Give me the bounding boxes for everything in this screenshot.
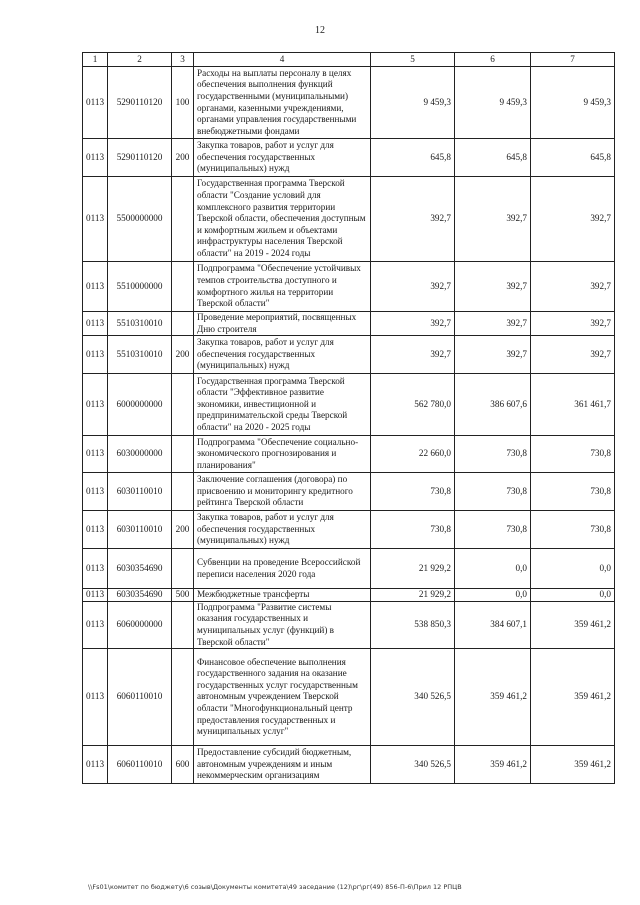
cell-expense-type <box>172 262 194 312</box>
cell-description: Подпрограмма "Обеспечение устойчивых темпов строительства доступного и комфортного жилья на территории Тверской области" <box>194 262 371 312</box>
table-row <box>83 589 615 602</box>
cell-description: Государственная программа Тверской области "Создание условий для комплексного развития территории Тверской области, обеспечения доступным и комфортным жильем и объектами инфраструктуры населения Тверской области" на 2019 - 2024 годы <box>194 177 371 262</box>
col-header-7: 7 <box>531 53 615 67</box>
table-row <box>83 436 615 473</box>
cell-expense-type: 200 <box>172 139 194 177</box>
cell-expense-type: 500 <box>172 589 194 602</box>
cell-amount-col7: 730,8 <box>531 511 615 549</box>
cell-amount-col5: 392,7 <box>371 312 455 336</box>
cell-section: 0113 <box>83 139 108 177</box>
cell-description: Подпрограмма "Обеспечение социально-экономического прогнозирования и планирования" <box>194 436 371 473</box>
cell-amount-col5: 392,7 <box>371 177 455 262</box>
cell-amount-col5: 22 660,0 <box>371 436 455 473</box>
cell-expense-type <box>172 312 194 336</box>
cell-expense-type: 200 <box>172 336 194 374</box>
cell-amount-col5: 21 929,2 <box>371 549 455 589</box>
cell-description: Закупка товаров, работ и услуг для обеспечения государственных (муниципальных) нужд <box>194 511 371 549</box>
col-header-1: 1 <box>83 53 108 67</box>
cell-expense-type: 600 <box>172 746 194 784</box>
cell-amount-col6: 730,8 <box>455 473 531 511</box>
cell-description: Предоставление субсидий бюджетным, автономным учреждениям и иным некоммерческим организациям <box>194 746 371 784</box>
cell-section: 0113 <box>83 336 108 374</box>
cell-description: Субвенции на проведение Всероссийской переписи населения 2020 года <box>194 549 371 589</box>
cell-target-code: 6060000000 <box>108 601 172 648</box>
cell-expense-type: 200 <box>172 511 194 549</box>
cell-amount-col5: 392,7 <box>371 336 455 374</box>
table-row <box>83 374 615 436</box>
table-row <box>83 336 615 374</box>
cell-amount-col6: 392,7 <box>455 312 531 336</box>
cell-section: 0113 <box>83 436 108 473</box>
cell-amount-col6: 9 459,3 <box>455 67 531 139</box>
cell-section: 0113 <box>83 312 108 336</box>
cell-description: Заключение соглашения (договора) по присвоению и мониторингу кредитного рейтинга Тверской области <box>194 473 371 511</box>
cell-target-code: 6030000000 <box>108 436 172 473</box>
cell-amount-col5: 21 929,2 <box>371 589 455 602</box>
table-row <box>83 139 615 177</box>
cell-amount-col7: 359 461,2 <box>531 746 615 784</box>
cell-target-code: 6000000000 <box>108 374 172 436</box>
cell-target-code: 5500000000 <box>108 177 172 262</box>
cell-amount-col7: 392,7 <box>531 177 615 262</box>
cell-target-code: 6030354690 <box>108 589 172 602</box>
cell-description: Проведение мероприятий, посвященных Дню строителя <box>194 312 371 336</box>
footer-file-path: \\Fs01\комитет по бюджету\6 созыв\Документы комитета\49 заседание (12)\рг\рг(49) 856-П-6\Прил 12 РПЦВ <box>88 883 462 891</box>
cell-description: Финансовое обеспечение выполнения государственного задания на оказание государственных услуг государственным автономным учреждением Тверской области "Многофункциональный центр предоставления государственных и муниципальных услуг" <box>194 649 371 746</box>
cell-section: 0113 <box>83 601 108 648</box>
cell-description: Закупка товаров, работ и услуг для обеспечения государственных (муниципальных) нужд <box>194 336 371 374</box>
col-header-6: 6 <box>455 53 531 67</box>
cell-description: Расходы на выплаты персоналу в целях обеспечения выполнения функций государственными (муниципальными) органами, казенными учреждениями, органами управления государственными внебюджетными фондами <box>194 67 371 139</box>
table-row <box>83 473 615 511</box>
cell-amount-col6: 359 461,2 <box>455 649 531 746</box>
cell-amount-col6: 730,8 <box>455 511 531 549</box>
cell-target-code: 6030354690 <box>108 549 172 589</box>
cell-amount-col5: 645,8 <box>371 139 455 177</box>
cell-amount-col7: 392,7 <box>531 312 615 336</box>
cell-amount-col5: 9 459,3 <box>371 67 455 139</box>
table-row <box>83 746 615 784</box>
cell-amount-col7: 9 459,3 <box>531 67 615 139</box>
cell-section: 0113 <box>83 67 108 139</box>
cell-amount-col5: 538 850,3 <box>371 601 455 648</box>
cell-amount-col5: 562 780,0 <box>371 374 455 436</box>
cell-target-code: 5510310010 <box>108 336 172 374</box>
table-row <box>83 312 615 336</box>
cell-expense-type <box>172 649 194 746</box>
cell-section: 0113 <box>83 262 108 312</box>
cell-expense-type <box>172 549 194 589</box>
table-row <box>83 511 615 549</box>
cell-expense-type <box>172 473 194 511</box>
cell-amount-col6: 386 607,6 <box>455 374 531 436</box>
cell-amount-col7: 359 461,2 <box>531 601 615 648</box>
cell-target-code: 5290110120 <box>108 67 172 139</box>
table-row <box>83 262 615 312</box>
cell-section: 0113 <box>83 374 108 436</box>
cell-target-code: 6030110010 <box>108 473 172 511</box>
cell-target-code: 6060110010 <box>108 746 172 784</box>
cell-description: Подпрограмма "Развитие системы оказания государственных и муниципальных услуг (функций) в Тверской области" <box>194 601 371 648</box>
table-row <box>83 649 615 746</box>
cell-amount-col6: 730,8 <box>455 436 531 473</box>
table-row <box>83 67 615 139</box>
budget-table <box>82 52 615 784</box>
cell-section: 0113 <box>83 746 108 784</box>
cell-expense-type <box>172 436 194 473</box>
cell-amount-col7: 0,0 <box>531 589 615 602</box>
table-row <box>83 601 615 648</box>
cell-section: 0113 <box>83 589 108 602</box>
cell-amount-col7: 0,0 <box>531 549 615 589</box>
cell-section: 0113 <box>83 649 108 746</box>
cell-target-code: 5510310010 <box>108 312 172 336</box>
cell-section: 0113 <box>83 177 108 262</box>
cell-amount-col6: 0,0 <box>455 589 531 602</box>
cell-amount-col7: 361 461,7 <box>531 374 615 436</box>
cell-description: Закупка товаров, работ и услуг для обеспечения государственных (муниципальных) нужд <box>194 139 371 177</box>
cell-section: 0113 <box>83 473 108 511</box>
col-header-3: 3 <box>172 53 194 67</box>
cell-section: 0113 <box>83 511 108 549</box>
cell-amount-col7: 392,7 <box>531 262 615 312</box>
cell-amount-col7: 392,7 <box>531 336 615 374</box>
cell-description: Государственная программа Тверской области "Эффективное развитие экономики, инвестиционной и предпринимательской среды Тверской области" на 2020 - 2025 годы <box>194 374 371 436</box>
cell-expense-type: 100 <box>172 67 194 139</box>
col-header-2: 2 <box>108 53 172 67</box>
cell-target-code: 5510000000 <box>108 262 172 312</box>
header-row <box>83 53 615 67</box>
cell-amount-col7: 730,8 <box>531 473 615 511</box>
col-header-4: 4 <box>194 53 371 67</box>
cell-amount-col6: 392,7 <box>455 262 531 312</box>
cell-expense-type <box>172 177 194 262</box>
cell-amount-col5: 730,8 <box>371 511 455 549</box>
page-number: 12 <box>315 25 325 36</box>
cell-amount-col6: 392,7 <box>455 177 531 262</box>
col-header-5: 5 <box>371 53 455 67</box>
cell-target-code: 5290110120 <box>108 139 172 177</box>
cell-expense-type <box>172 601 194 648</box>
cell-amount-col6: 645,8 <box>455 139 531 177</box>
cell-amount-col7: 359 461,2 <box>531 649 615 746</box>
cell-amount-col6: 384 607,1 <box>455 601 531 648</box>
cell-amount-col5: 730,8 <box>371 473 455 511</box>
table-row <box>83 549 615 589</box>
cell-section: 0113 <box>83 549 108 589</box>
cell-amount-col5: 392,7 <box>371 262 455 312</box>
cell-amount-col6: 359 461,2 <box>455 746 531 784</box>
cell-amount-col7: 730,8 <box>531 436 615 473</box>
cell-target-code: 6030110010 <box>108 511 172 549</box>
cell-amount-col5: 340 526,5 <box>371 649 455 746</box>
cell-description: Межбюджетные трансферты <box>194 589 371 602</box>
cell-amount-col5: 340 526,5 <box>371 746 455 784</box>
cell-amount-col6: 392,7 <box>455 336 531 374</box>
cell-expense-type <box>172 374 194 436</box>
cell-target-code: 6060110010 <box>108 649 172 746</box>
table-row <box>83 177 615 262</box>
cell-amount-col6: 0,0 <box>455 549 531 589</box>
cell-amount-col7: 645,8 <box>531 139 615 177</box>
